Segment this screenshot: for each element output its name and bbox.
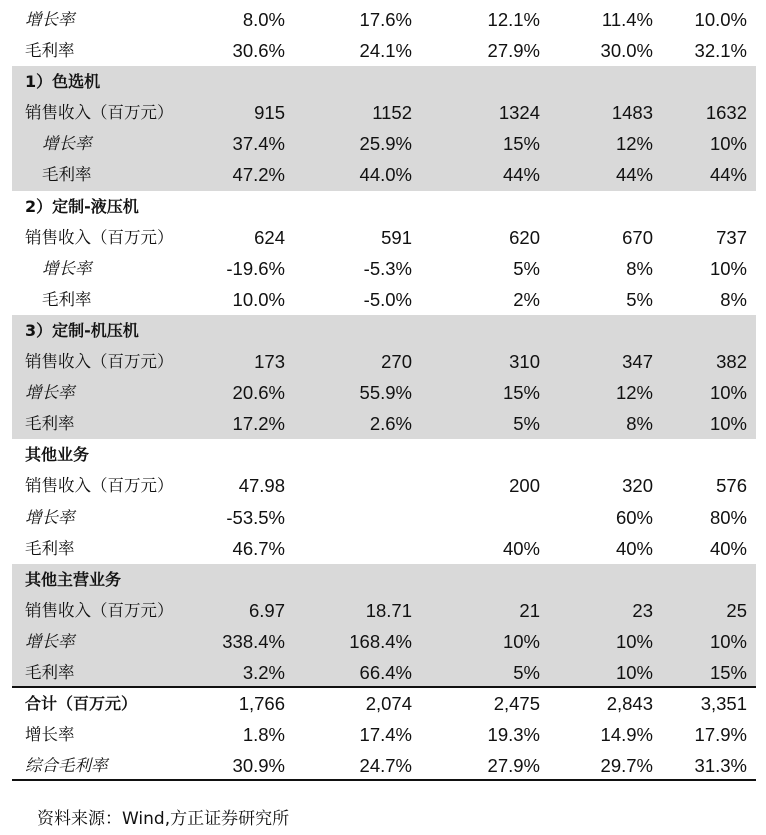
row-label: 销售收入（百万元）	[25, 600, 174, 620]
table-cell: 15%	[502, 133, 540, 155]
table-cell: 60%	[615, 506, 653, 528]
table-row	[12, 470, 756, 501]
table-cell: -53.5%	[226, 506, 285, 528]
table-cell: 40%	[502, 537, 540, 559]
table-row	[12, 502, 756, 533]
table-cell: 347	[622, 351, 653, 373]
table-row	[12, 66, 756, 97]
table-row	[12, 564, 756, 595]
table-cell: 15%	[502, 382, 540, 404]
table-cell: 670	[622, 226, 653, 248]
table-cell: 8%	[626, 413, 653, 435]
row-label: 增长率	[25, 10, 75, 29]
table-row	[12, 97, 756, 128]
row-label: 增长率	[42, 134, 92, 154]
table-cell: 2,843	[606, 693, 653, 715]
table-cell: 44%	[502, 164, 540, 186]
table-cell: 14.9%	[600, 724, 653, 746]
table-row	[12, 595, 756, 626]
table-cell: 47.98	[238, 475, 285, 497]
table-cell: 10%	[615, 630, 653, 652]
table-row	[12, 533, 756, 564]
table-row	[12, 657, 756, 688]
table-cell: 5%	[513, 257, 540, 279]
table-cell: 44%	[709, 164, 747, 186]
row-label: 销售收入（百万元）	[25, 476, 174, 496]
table-cell: 2,074	[365, 693, 412, 715]
table-cell: 55.9%	[359, 382, 412, 404]
table-cell: 10.0%	[694, 9, 747, 30]
table-cell: 320	[622, 475, 653, 497]
table-cell: 173	[254, 351, 285, 373]
table-cell: 382	[716, 351, 747, 373]
table-cell: 18.71	[365, 599, 412, 621]
source-note: 资料来源：Wind,方正证券研究所	[37, 809, 290, 829]
table-cell: 66.4%	[359, 661, 412, 683]
table-row	[12, 750, 756, 781]
row-label: 毛利率	[25, 538, 75, 558]
revenue-breakdown-table	[12, 4, 756, 781]
table-cell: 24.1%	[359, 40, 412, 62]
table-cell: 8%	[720, 288, 747, 310]
table-cell: 737	[716, 226, 747, 248]
row-label: 销售收入（百万元）	[25, 352, 174, 372]
row-label: 增长率	[25, 631, 75, 651]
table-row	[12, 159, 756, 190]
table-cell: 17.6%	[359, 9, 412, 30]
table-cell: 17.4%	[359, 724, 412, 746]
table-cell: 200	[509, 475, 540, 497]
table-cell: 915	[254, 102, 285, 124]
table-cell: 2.6%	[369, 413, 412, 435]
row-label: 其他主营业务	[25, 569, 122, 589]
table-row	[12, 4, 756, 35]
table-cell: 270	[381, 351, 412, 373]
table-cell: 168.4%	[349, 630, 412, 652]
table-cell: 10%	[709, 382, 747, 404]
row-label: 增长率	[25, 507, 75, 527]
table-cell: 20.6%	[232, 382, 285, 404]
table-cell: 10%	[615, 661, 653, 683]
table-cell: -5.3%	[363, 257, 412, 279]
table-row	[12, 626, 756, 657]
table-cell: 15%	[709, 661, 747, 683]
table-cell: 338.4%	[222, 630, 285, 652]
table-cell: 12%	[615, 382, 653, 404]
row-label: 2）定制-液压机	[25, 196, 139, 216]
table-cell: 30.6%	[232, 40, 285, 62]
table-cell: 8%	[626, 257, 653, 279]
table-cell: 2,475	[493, 693, 540, 715]
table-cell: 30.0%	[600, 40, 653, 62]
table-cell: 40%	[709, 537, 747, 559]
table-row	[12, 315, 756, 346]
table-row	[12, 35, 756, 66]
table-cell: -19.6%	[226, 257, 285, 279]
table-cell: 1483	[611, 102, 653, 124]
table-cell: 1152	[372, 102, 412, 124]
table-cell: 30.9%	[232, 755, 285, 777]
table-cell: 10%	[502, 630, 540, 652]
row-label: 毛利率	[42, 165, 92, 185]
table-cell: 17.2%	[232, 413, 285, 435]
table-row	[12, 377, 756, 408]
table-cell: 2%	[513, 288, 540, 310]
table-cell: 3,351	[700, 693, 747, 715]
table-row	[12, 222, 756, 253]
table-cell: 10%	[709, 257, 747, 279]
table-row	[12, 408, 756, 439]
row-label: 其他业务	[25, 445, 90, 465]
table-row	[12, 346, 756, 377]
table-cell: 8.0%	[242, 9, 285, 30]
table-cell: 624	[254, 226, 285, 248]
row-label: 增长率	[25, 383, 75, 403]
table-cell: 32.1%	[694, 40, 747, 62]
table-cell: 1,766	[238, 693, 285, 715]
table-cell: 12%	[615, 133, 653, 155]
table-cell: 10%	[709, 133, 747, 155]
table-cell: 1324	[498, 102, 540, 124]
row-label: 销售收入（百万元）	[25, 227, 174, 247]
table-cell: 47.2%	[232, 164, 285, 186]
row-label: 销售收入（百万元）	[25, 103, 174, 123]
table-cell: 21	[519, 599, 540, 621]
table-cell: 620	[509, 226, 540, 248]
table-cell: 46.7%	[232, 537, 285, 559]
row-label: 毛利率	[42, 289, 92, 309]
table-row	[12, 439, 756, 470]
table-cell: 576	[716, 475, 747, 497]
table-cell: 3.2%	[242, 661, 285, 683]
row-label: 1）色选机	[25, 72, 101, 92]
table-cell: 44.0%	[359, 164, 412, 186]
row-label: 毛利率	[25, 41, 75, 61]
table-cell: 24.7%	[359, 755, 412, 777]
table-cell: 40%	[615, 537, 653, 559]
table-cell: 10%	[709, 630, 747, 652]
table-cell: 25	[726, 599, 747, 621]
row-label: 综合毛利率	[25, 756, 108, 776]
table-cell: 17.9%	[694, 724, 747, 746]
row-label: 3）定制-机压机	[25, 320, 139, 340]
table-row	[12, 719, 756, 750]
table-row	[12, 688, 756, 719]
row-label: 毛利率	[25, 662, 75, 682]
table-cell: 310	[509, 351, 540, 373]
table-cell: 10%	[709, 413, 747, 435]
table-cell: -5.0%	[363, 288, 412, 310]
table-cell: 6.97	[248, 599, 285, 621]
table-row	[12, 253, 756, 284]
table-cell: 44%	[615, 164, 653, 186]
table-row	[12, 284, 756, 315]
table-cell: 27.9%	[487, 40, 540, 62]
table-row	[12, 191, 756, 222]
table-cell: 11.4%	[601, 9, 653, 30]
table-cell: 31.3%	[694, 755, 747, 777]
table-row	[12, 128, 756, 159]
table-cell: 5%	[626, 288, 653, 310]
table-cell: 29.7%	[600, 755, 653, 777]
table-cell: 1.8%	[242, 724, 285, 746]
table-cell: 5%	[513, 413, 540, 435]
table-cell: 1632	[705, 102, 747, 124]
table-cell: 27.9%	[487, 755, 540, 777]
row-label: 毛利率	[25, 414, 75, 434]
table-cell: 10.0%	[232, 288, 285, 310]
row-label: 增长率	[42, 258, 92, 278]
table-cell: 23	[632, 599, 653, 621]
row-label: 增长率	[25, 725, 75, 745]
table-cell: 25.9%	[359, 133, 412, 155]
table-cell: 12.1%	[487, 9, 540, 30]
table-cell: 5%	[513, 661, 540, 683]
row-label: 合计（百万元）	[25, 694, 138, 714]
table-cell: 591	[381, 226, 412, 248]
table-cell: 19.3%	[487, 724, 540, 746]
table-cell: 80%	[709, 506, 747, 528]
table-cell: 37.4%	[232, 133, 285, 155]
